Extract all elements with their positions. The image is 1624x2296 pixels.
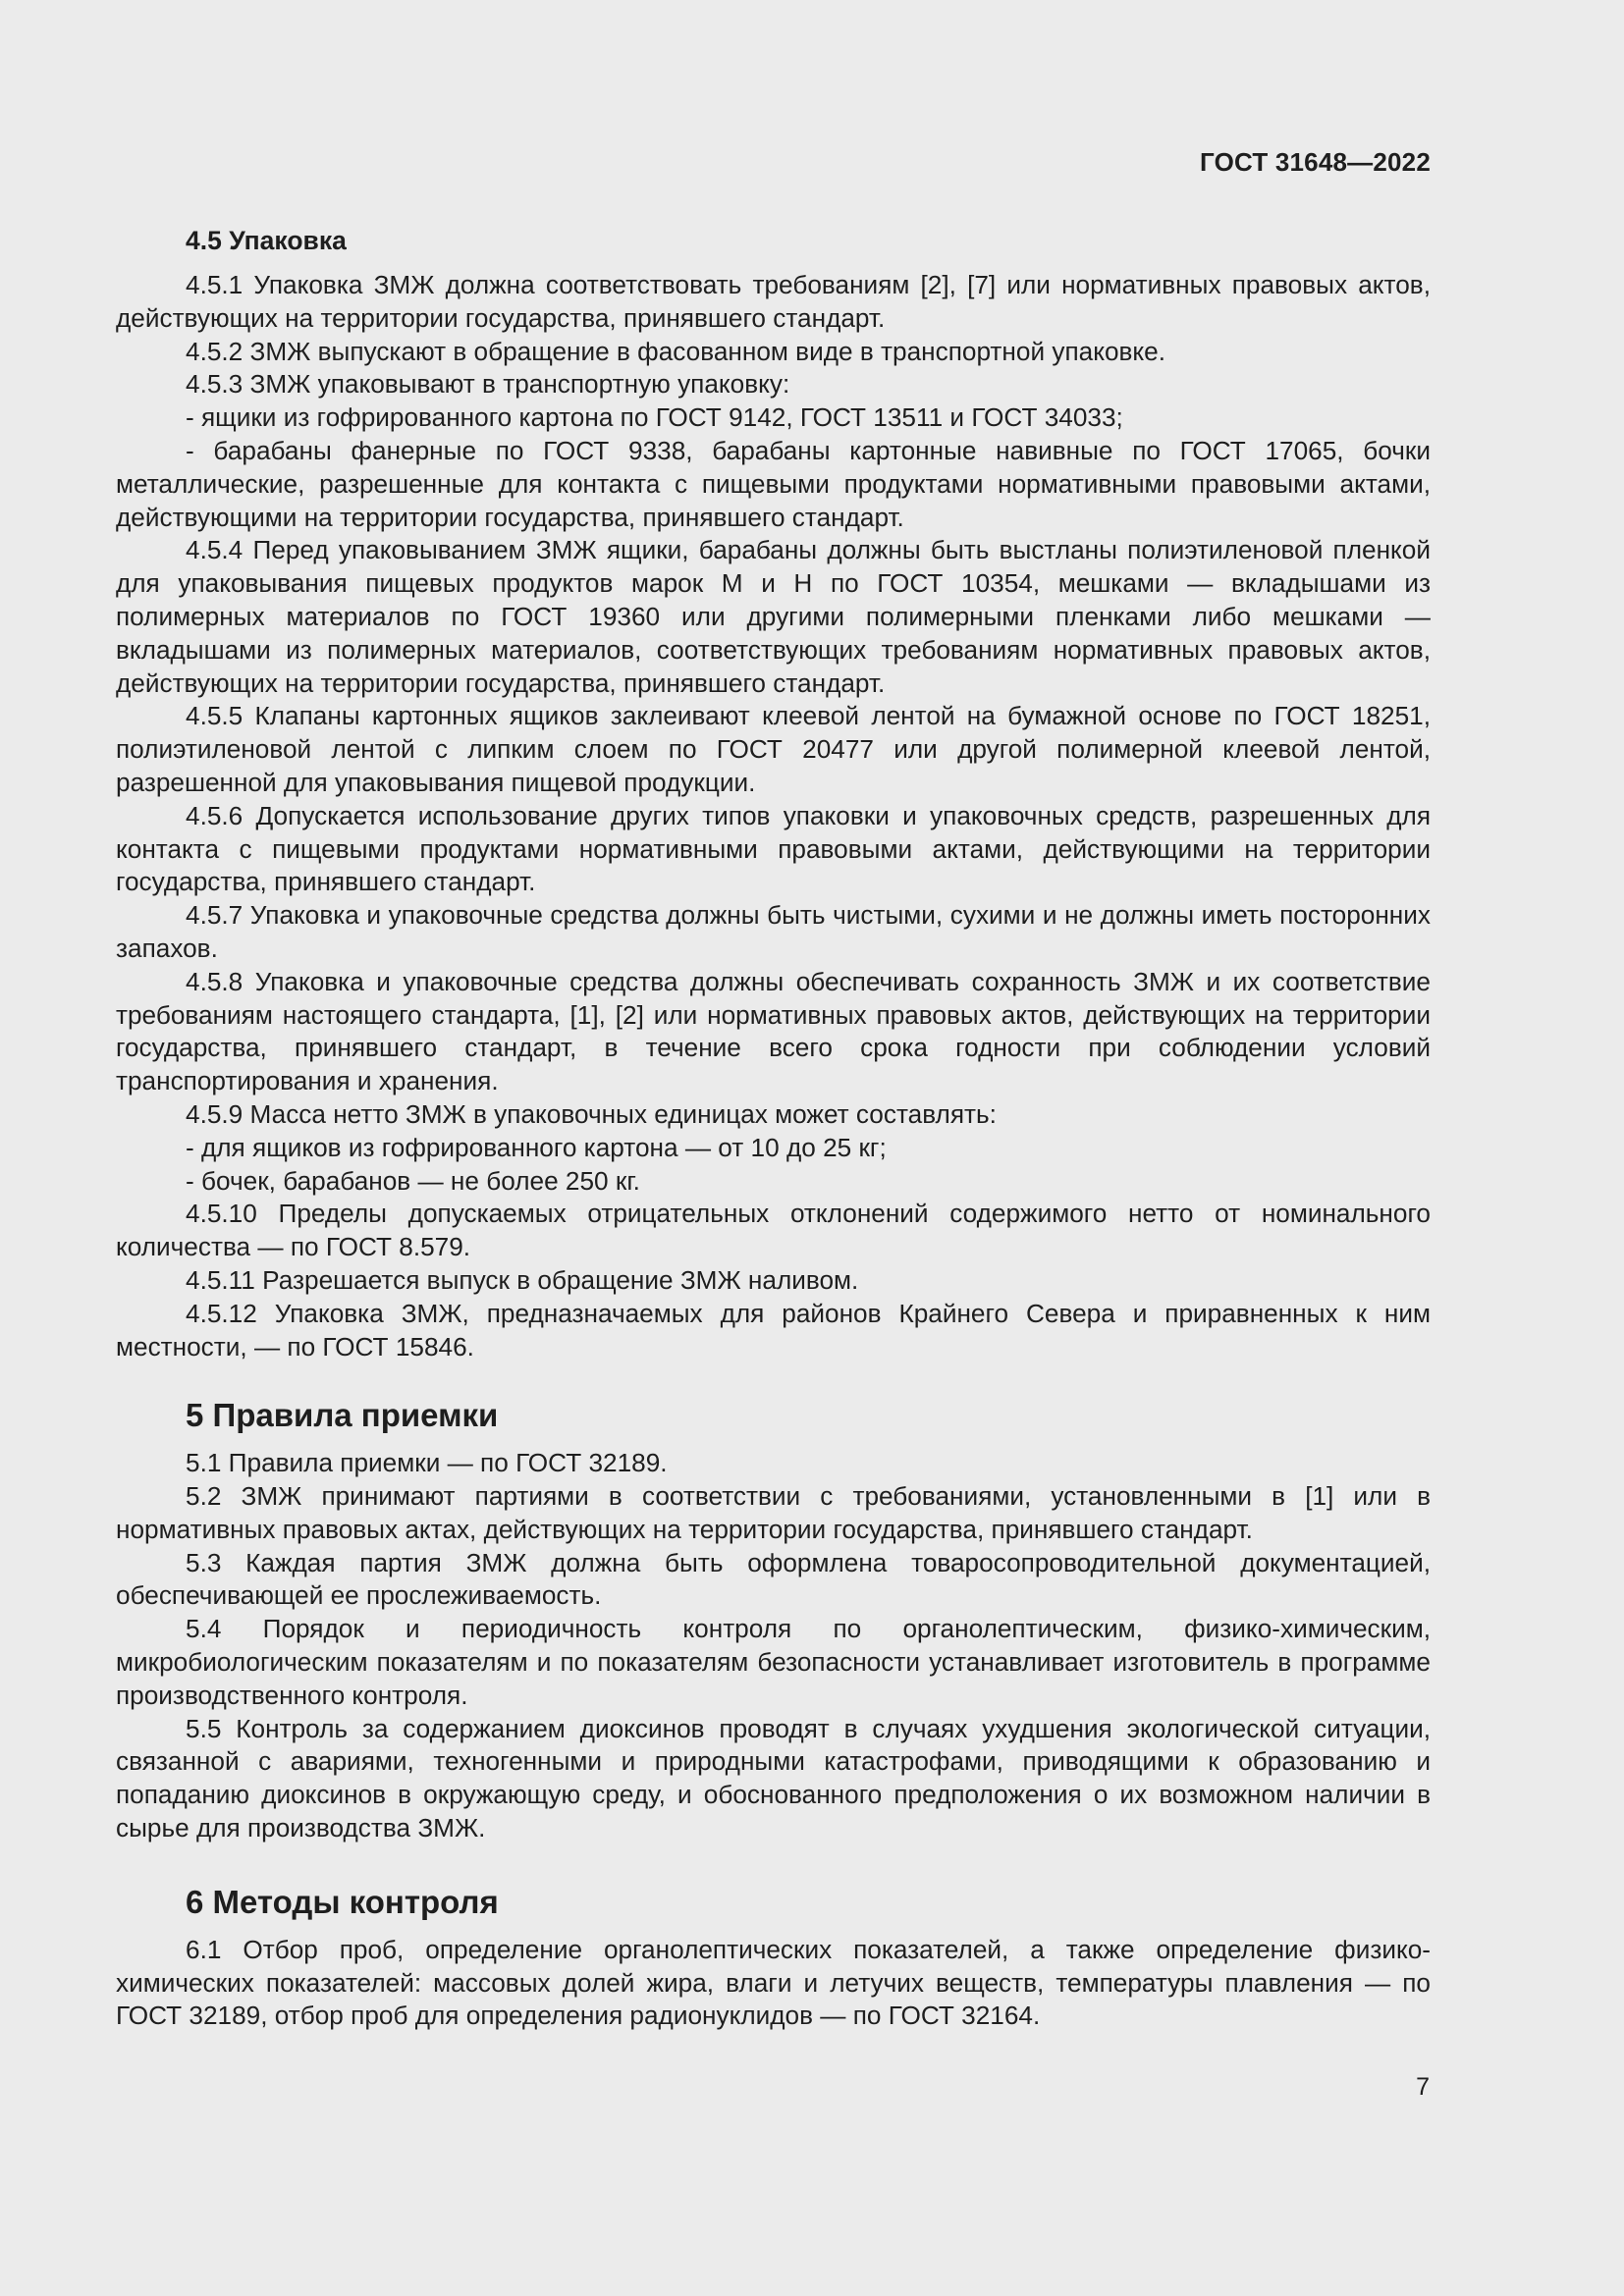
section-5 (116, 1396, 1431, 1845)
paragraph: 4.5.2 ЗМЖ выпускают в обращение в фасованном виде в транспортной упаковке. (186, 336, 1166, 366)
page-content (116, 224, 1431, 2033)
paragraph: 4.5.7 Упаковка и упаковочные средства должны быть чистыми, сухими и не должны иметь посторонних запахов. (116, 900, 1431, 963)
paragraph: 5.1 Правила приемки — по ГОСТ 32189. (186, 1448, 668, 1478)
paragraph: 5.2 ЗМЖ принимают партиями в соответствии с требованиями, установленными в [1] или в нормативных правовых актах, действующих на территории государства, принявшего стандарт. (116, 1481, 1431, 1544)
paragraph: 4.5.6 Допускается использование других типов упаковки и упаковочных средств, разрешенных для контакта с пищевыми продуктами нормативными правовыми актами, действующими на территории государства, принявшего стандарт. (116, 800, 1431, 897)
list-item: - барабаны фанерные по ГОСТ 9338, барабаны картонные навивные по ГОСТ 17065, бочки металлические, разрешенные для контакта с пищевыми продуктами нормативными правовыми актами, действующими на территории государства, принявшего стандарт. (116, 435, 1431, 532)
document-id: ГОСТ 31648—2022 (1200, 147, 1431, 177)
section-heading: 5 Правила приемки (186, 1397, 499, 1434)
paragraph: 4.5.3 ЗМЖ упаковывают в транспортную упаковку: (186, 369, 790, 400)
section-4-5 (116, 224, 1431, 1363)
paragraph: 4.5.10 Пределы допускаемых отрицательных отклонений содержимого нетто от номинального количества — по ГОСТ 8.579. (116, 1199, 1431, 1262)
list-item: - бочек, барабанов — не более 250 кг. (186, 1165, 640, 1196)
section-heading: 4.5 Упаковка (186, 226, 347, 255)
paragraph: 5.3 Каждая партия ЗМЖ должна быть оформлена товаросопроводительной документацией, обеспечивающей ее прослеживаемость. (116, 1547, 1431, 1611)
list-item: - для ящиков из гофрированного картона — от 10 до 25 кг; (186, 1132, 887, 1162)
paragraph: 4.5.11 Разрешается выпуск в обращение ЗМЖ наливом. (186, 1264, 859, 1295)
paragraph: 4.5.9 Масса нетто ЗМЖ в упаковочных единицах может составлять: (186, 1098, 997, 1129)
paragraph: 6.1 Отбор проб, определение органолептических показателей, а также определение физико-химических показателей: массовых долей жира, влаги и летучих веществ, температуры плавления — по ГОСТ 32189, отбор проб для определения радионуклидов — по ГОСТ 32164. (116, 1934, 1431, 2031)
paragraph: 5.5 Контроль за содержанием диоксинов проводят в случаях ухудшения экологической ситуации, связанной с авариями, техногенными и природными катастрофами, приводящими к образованию и попаданию диоксинов в окружающую среду, и обоснованного предположения о их возможном наличии в сырье для производства ЗМЖ. (116, 1713, 1431, 1843)
paragraph: 4.5.8 Упаковка и упаковочные средства должны обеспечивать сохранность ЗМЖ и их соответствие требованиям настоящего стандарта, [1], [2] или нормативных правовых актов, действующих на территории государства, принявшего стандарт, в течение всего срока годности при соблюдении условий транспортирования и хранения. (116, 966, 1431, 1096)
paragraph: 5.4 Порядок и периодичность контроля по органолептическим, физико-химическим, микробиологическим показателям и по показателям безопасности устанавливает изготовитель в программе производственного контроля. (116, 1614, 1431, 1710)
page-number: 7 (1416, 2073, 1430, 2101)
paragraph: 4.5.4 Перед упаковыванием ЗМЖ ящики, барабаны должны быть выстланы полиэтиленовой пленкой для упаковывания пищевых продуктов марок М и Н по ГОСТ 10354, мешками — вкладышами из полимерных материалов по ГОСТ 19360 или другими полимерными пленками либо мешками — вкладышами из полимерных материалов, соответствующих требованиям нормативных правовых актов, действующих на территории государства, принявшего стандарт. (116, 535, 1431, 698)
list-item: - ящики из гофрированного картона по ГОСТ 9142, ГОСТ 13511 и ГОСТ 34033; (186, 402, 1123, 433)
paragraph: 4.5.1 Упаковка ЗМЖ должна соответствовать требованиям [2], [7] или нормативных правовых актов, действующих на территории государства, принявшего стандарт. (116, 270, 1431, 333)
section-heading: 6 Методы контроля (186, 1883, 499, 1920)
section-6 (116, 1883, 1431, 2033)
paragraph: 4.5.5 Клапаны картонных ящиков заклеивают клеевой лентой на бумажной основе по ГОСТ 18251, полиэтиленовой лентой с липким слоем по ГОСТ 20477 или другой полимерной клеевой лентой, разрешенной для упаковывания пищевой продукции. (116, 701, 1431, 797)
paragraph: 4.5.12 Упаковка ЗМЖ, предназначаемых для районов Крайнего Севера и приравненных к ним местности, — по ГОСТ 15846. (116, 1298, 1431, 1362)
